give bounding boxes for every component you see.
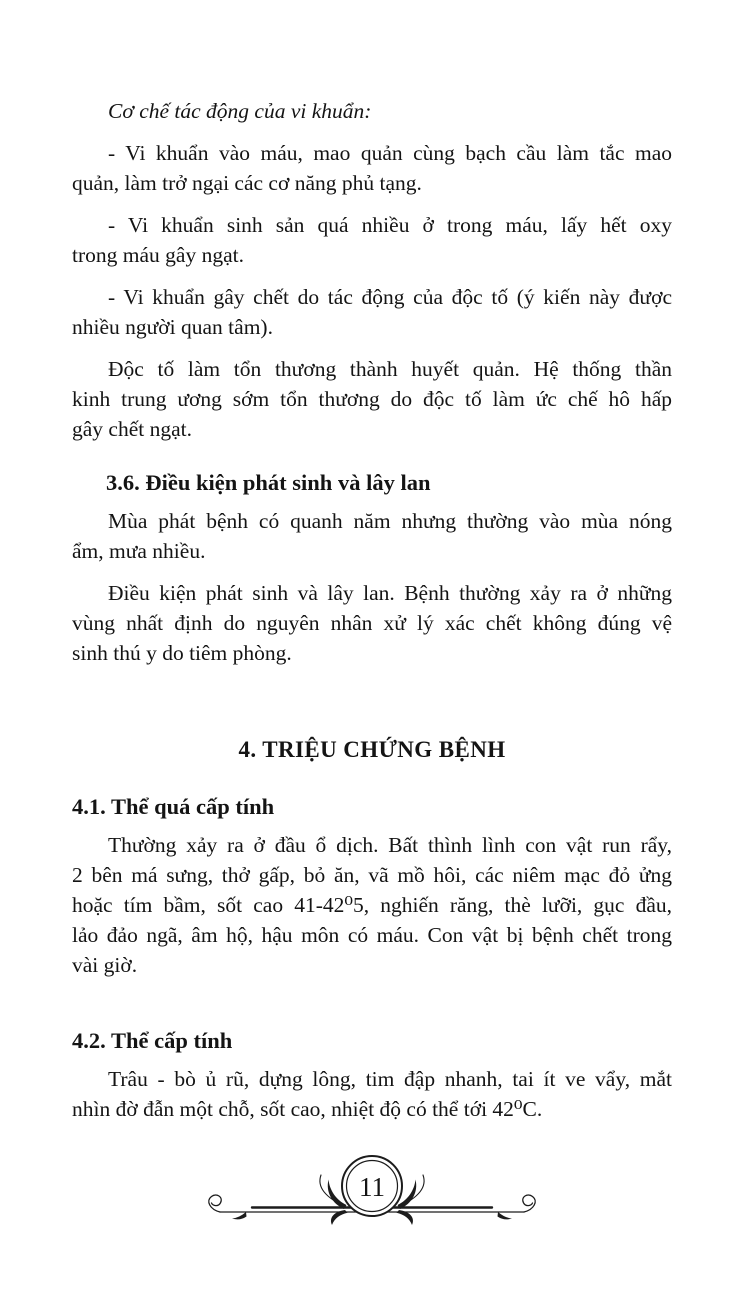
- page-content: [72, 96, 672, 1136]
- text-line: gây chết ngạt.: [72, 417, 192, 441]
- text-line: sinh thú y do tiêm phòng.: [72, 641, 292, 665]
- paragraph: [72, 506, 672, 566]
- text-line: Mùa phát bệnh có quanh năm nhưng thường vào mùa nóng: [108, 509, 672, 533]
- paragraph: [72, 354, 672, 444]
- text-line: hoặc tím bầm, sốt cao 41-42⁰5, nghiến răng, thè lưỡi, gục đầu,: [72, 893, 672, 917]
- paragraph: [72, 210, 672, 270]
- text-line: lảo đảo ngã, âm hộ, hậu môn có máu. Con vật bị bệnh chết trong: [72, 923, 672, 947]
- text-line: nhiều người quan tâm).: [72, 315, 273, 339]
- text-line: quản, làm trở ngại các cơ năng phủ tạng.: [72, 171, 422, 195]
- text-line: vùng nhất định do nguyên nhân xử lý xác chết không đúng vệ: [72, 611, 672, 635]
- text-line: - Vi khuẩn vào máu, mao quản cùng bạch cầu làm tắc mao: [108, 141, 672, 165]
- subheading-4-2: 4.2. Thể cấp tính: [72, 1028, 233, 1053]
- page-footer: [0, 1146, 744, 1247]
- text-line: Trâu - bò ủ rũ, dựng lông, tim đập nhanh, tai ít ve vẩy, mắt: [108, 1067, 672, 1091]
- text-line: trong máu gây ngạt.: [72, 243, 244, 267]
- text-line: - Vi khuẩn gây chết do tác động của độc tố (ý kiến này được: [108, 285, 672, 309]
- text-line: ẩm, mưa nhiều.: [72, 539, 206, 563]
- paragraph: [72, 138, 672, 198]
- paragraph: [72, 578, 672, 668]
- subheading-4-1: 4.1. Thể quá cấp tính: [72, 794, 275, 819]
- text-line: kinh trung ương sớm tổn thương do độc tố làm ức chế hô hấp: [72, 387, 672, 411]
- text-line: nhìn đờ đẫn một chỗ, sốt cao, nhiệt độ có thể tới 42⁰C.: [72, 1097, 543, 1121]
- text-line: Thường xảy ra ở đầu ổ dịch. Bất thình lình con vật run rẩy,: [108, 833, 672, 857]
- paragraph: [72, 1064, 672, 1124]
- paragraph: [72, 282, 672, 342]
- text-line: Điều kiện phát sinh và lây lan. Bệnh thường xảy ra ở những: [108, 581, 672, 605]
- lead-italic-line: Cơ chế tác động của vi khuẩn:: [108, 99, 372, 123]
- text-line: - Vi khuẩn sinh sản quá nhiều ở trong máu, lấy hết oxy: [108, 213, 672, 237]
- subheading-3-6: 3.6. Điều kiện phát sinh và lây lan: [106, 470, 431, 495]
- text-line: vài giờ.: [72, 953, 138, 977]
- text-line: 2 bên má sưng, thở gấp, bỏ ăn, vã mồ hôi, các niêm mạc đỏ ửng: [72, 863, 672, 887]
- page-number: 11: [359, 1172, 385, 1202]
- text-line: Độc tố làm tổn thương thành huyết quản. Hệ thống thần: [108, 357, 672, 381]
- section-heading-4: 4. TRIỆU CHỨNG BỆNH: [238, 737, 506, 762]
- paragraph: [72, 830, 672, 980]
- page-number-flourish-icon: [202, 1146, 542, 1242]
